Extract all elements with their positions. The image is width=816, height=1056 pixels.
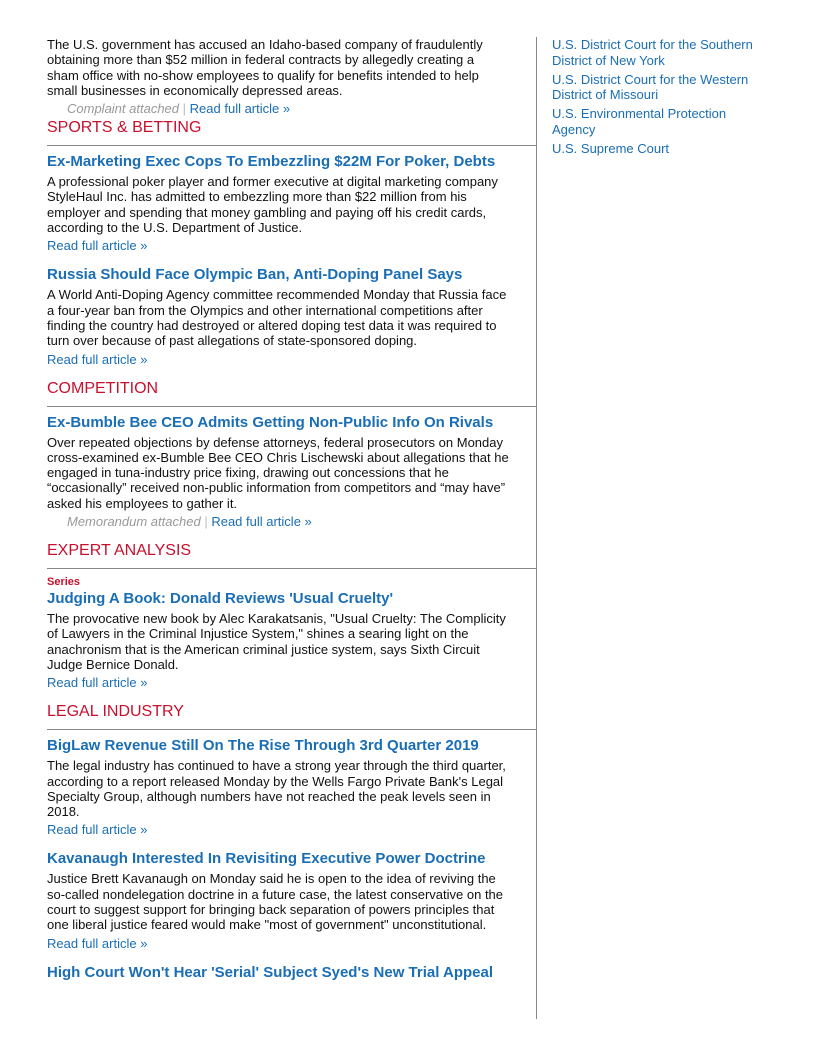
attachment-label: Complaint attached (67, 101, 180, 117)
series-label: Series (47, 576, 81, 589)
column-divider (536, 37, 537, 1019)
article-summary: The U.S. government has accused an Idaho-based company of fraudulently obtaining more than $52 million in federal contracts by allegedly creating a sham office with no-show employees to qualify for benefits intended to help small businesses in economically depressed areas. (47, 37, 483, 98)
read-full-article-link[interactable]: Read full article » (189, 101, 291, 117)
article (47, 414, 537, 529)
article-headline[interactable]: BigLaw Revenue Still On The Rise Through 3rd Quarter 2019 (47, 737, 479, 755)
sidebar-link[interactable]: U.S. District Court for the Western District of Missouri (552, 71, 749, 102)
article-summary: A World Anti-Doping Agency committee recommended Monday that Russia face a four-year ban from the Olympics and other international competitions after finding the country had destroyed or altered doping test data it was required to turn over because of past allegations of state-sponsored doping. (47, 287, 507, 349)
sidebar-link[interactable]: U.S. Supreme Court (552, 140, 670, 156)
read-full-article-link[interactable]: Read full article » (47, 238, 148, 254)
section-heading: COMPETITION (47, 380, 537, 407)
article-headline[interactable]: Ex-Marketing Exec Cops To Embezzling $22M For Poker, Debts (47, 153, 496, 171)
article (47, 737, 537, 837)
article (47, 850, 537, 950)
read-full-article-link[interactable]: Read full article » (47, 935, 148, 951)
article-summary: The provocative new book by Alec Karakatsanis, "Usual Cruelty: The Complicity of Lawyers in the Criminal Injustice System," shines a searing light on the anachronism that is the American criminal justice system, says Sixth Circuit Judge Bernice Donald. (47, 611, 506, 672)
separator: | (182, 101, 187, 117)
article-summary: Over repeated objections by defense attorneys, federal prosecutors on Monday cross-examined ex-Bumble Bee CEO Chris Lischewski about allegations that he engaged in tuna-industry price fixing, drawing out concessions that he “occasionally” received non-public information from competitors and “may have” asked his employees to gather it. (47, 434, 509, 511)
section-heading: EXPERT ANALYSIS (47, 542, 537, 569)
intro-article (47, 37, 537, 116)
read-full-article-link[interactable]: Read full article » (211, 514, 312, 530)
article (47, 153, 537, 253)
separator: | (204, 514, 208, 530)
read-full-article-link[interactable]: Read full article » (47, 822, 148, 838)
sidebar (552, 37, 772, 160)
read-full-article-link[interactable]: Read full article » (47, 675, 148, 691)
section-heading: LEGAL INDUSTRY (47, 703, 537, 730)
article-summary: A professional poker player and former executive at digital marketing company StyleHaul Inc. has admitted to embezzling more than $22 million from his employer and spending that money gambling and paying off his credit cards, according to the U.S. Department of Justice. (47, 174, 498, 236)
article-headline[interactable]: Ex-Bumble Bee CEO Admits Getting Non-Public Info On Rivals (47, 413, 494, 431)
article-headline[interactable]: Kavanaugh Interested In Revisiting Executive Power Doctrine (47, 850, 486, 868)
article-summary: The legal industry has continued to have a strong year through the third quarter, according to a report released Monday by the Wells Fargo Private Bank's Legal Specialty Group, although numbers have not reached the peak levels seen in 2018. (47, 758, 506, 820)
article-headline[interactable]: Russia Should Face Olympic Ban, Anti-Doping Panel Says (47, 266, 463, 284)
article-headline[interactable]: Judging A Book: Donald Reviews 'Usual Cruelty' (47, 590, 394, 608)
article-summary: Justice Brett Kavanaugh on Monday said he is open to the idea of reviving the so-called nondelegation doctrine in a future case, the latest conservative on the court to suggest support for bringing back separation of powers principles that one liberal justice feared would make "most of government" unconstitutional. (47, 871, 504, 933)
sidebar-link[interactable]: U.S. District Court for the Southern District of New York (552, 37, 753, 68)
main-column (47, 37, 537, 995)
section-heading: SPORTS & BETTING (47, 119, 537, 146)
article (47, 266, 537, 366)
article-headline[interactable]: High Court Won't Hear 'Serial' Subject Syed's New Trial Appeal (47, 963, 494, 981)
article (47, 964, 537, 982)
read-full-article-link[interactable]: Read full article » (47, 351, 148, 367)
article (47, 576, 537, 690)
sidebar-link[interactable]: U.S. Environmental Protection Agency (552, 106, 727, 137)
attachment-label: Memorandum attached (67, 514, 201, 530)
